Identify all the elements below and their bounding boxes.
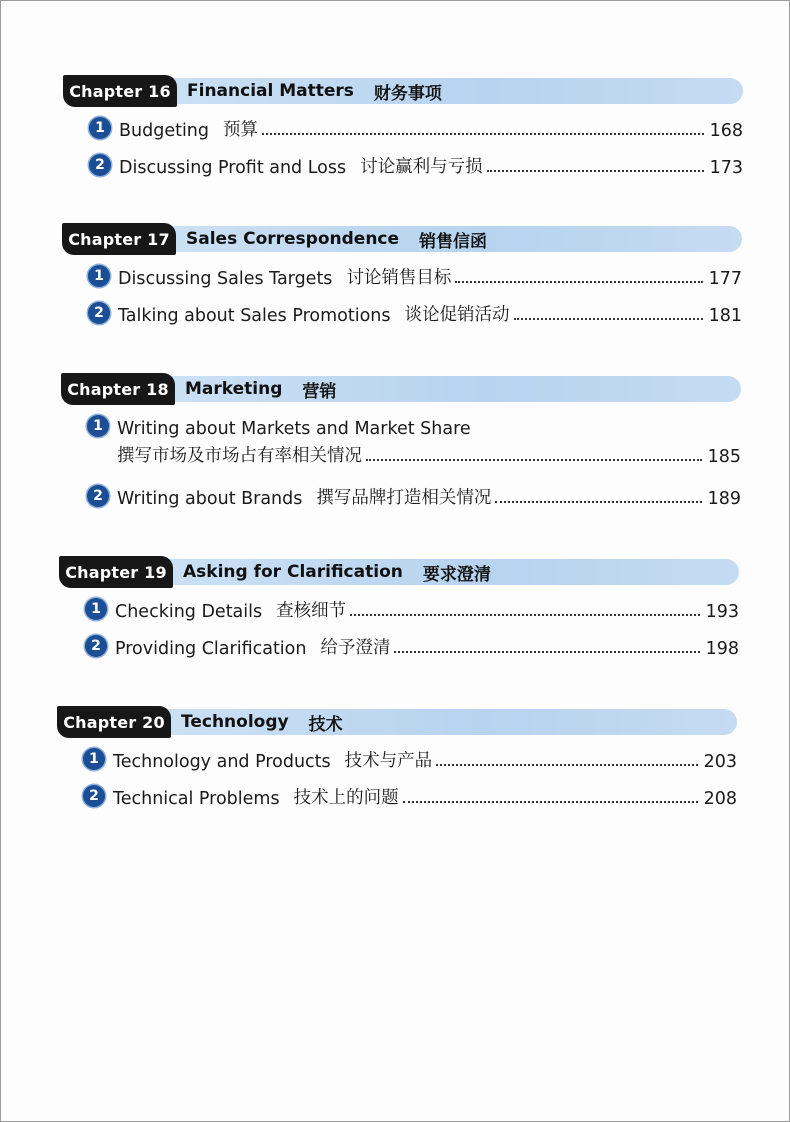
entry-page-number: 181 bbox=[708, 306, 742, 326]
number-badge-icon: 2 bbox=[83, 785, 105, 807]
toc-entry[interactable] bbox=[85, 596, 739, 633]
dot-leader bbox=[350, 614, 699, 616]
entry-line bbox=[115, 596, 739, 622]
chapter-label: Chapter 17 bbox=[62, 223, 176, 255]
number-badge-icon: 2 bbox=[89, 154, 111, 176]
chapter-title-en: Technology bbox=[181, 712, 289, 732]
chapter-title bbox=[183, 556, 491, 588]
toc-entry[interactable] bbox=[87, 483, 741, 520]
number-badge-icon: 1 bbox=[88, 265, 110, 287]
entry-line bbox=[118, 300, 742, 326]
number-badge-icon: 1 bbox=[83, 748, 105, 770]
dot-leader bbox=[394, 651, 699, 653]
chapter-header bbox=[57, 706, 737, 738]
entry-page-number: 177 bbox=[708, 269, 742, 289]
dot-leader bbox=[366, 459, 702, 461]
toc-entry[interactable] bbox=[83, 746, 737, 783]
number-badge-icon: 1 bbox=[85, 598, 107, 620]
entry-title-zh: 谈论促销活动 bbox=[404, 305, 510, 325]
chapter-title bbox=[181, 706, 343, 738]
chapter-header bbox=[59, 556, 739, 588]
entry-title-en: Discussing Profit and Loss bbox=[119, 158, 347, 178]
chapter-label: Chapter 16 bbox=[63, 75, 177, 107]
dot-leader bbox=[262, 133, 704, 135]
toc-entry[interactable] bbox=[85, 633, 739, 670]
chapter-items bbox=[62, 263, 742, 337]
toc-entry[interactable] bbox=[88, 300, 742, 337]
entry-line bbox=[113, 746, 737, 772]
chapter-title-zh: 要求澄清 bbox=[422, 564, 491, 585]
dot-leader bbox=[487, 170, 704, 172]
toc-entry[interactable] bbox=[89, 152, 743, 189]
entry-line bbox=[118, 263, 742, 289]
entry-page-number: 189 bbox=[707, 489, 741, 509]
dot-leader bbox=[436, 764, 697, 766]
entry-line bbox=[117, 483, 741, 509]
entry-title-en: Providing Clarification bbox=[115, 639, 307, 659]
number-badge-icon: 2 bbox=[85, 635, 107, 657]
entry-title-zh: 预算 bbox=[223, 120, 259, 140]
entry-page-number: 203 bbox=[703, 752, 737, 772]
entry-title-zh: 技术与产品 bbox=[344, 751, 433, 771]
toc-entry[interactable] bbox=[87, 413, 741, 483]
entry-title-zh: 撰写市场及市场占有率相关情况 bbox=[117, 446, 362, 466]
entry-title-en: Discussing Sales Targets bbox=[118, 269, 333, 289]
entry-title-en: Technical Problems bbox=[113, 789, 280, 809]
entry-page-number: 168 bbox=[709, 121, 743, 141]
chapter-title-zh: 销售信函 bbox=[419, 231, 488, 252]
toc-entry[interactable] bbox=[83, 783, 737, 820]
chapter-18 bbox=[61, 373, 741, 520]
entry-title-zh: 撰写品牌打造相关情况 bbox=[316, 488, 492, 508]
entry-title-zh: 讨论赢利与亏损 bbox=[360, 157, 483, 177]
entry-title-en: Checking Details bbox=[115, 602, 263, 622]
entry-title-zh: 查核细节 bbox=[276, 601, 347, 621]
chapter-label: Chapter 20 bbox=[57, 706, 171, 738]
chapter-items bbox=[63, 115, 743, 189]
chapter-items bbox=[57, 746, 737, 820]
chapter-items bbox=[61, 413, 741, 520]
chapter-title-zh: 技术 bbox=[308, 714, 343, 735]
chapter-title-en: Financial Matters bbox=[187, 81, 354, 101]
entry-title-en: Writing about Markets and Market Share bbox=[117, 419, 471, 439]
entry-line bbox=[115, 633, 739, 659]
entry-line bbox=[117, 413, 741, 439]
chapter-title bbox=[186, 223, 487, 255]
chapter-title-en: Asking for Clarification bbox=[183, 562, 403, 582]
dot-leader bbox=[514, 318, 703, 320]
chapter-header bbox=[62, 223, 742, 255]
entry-line bbox=[113, 783, 737, 809]
chapter-items bbox=[59, 596, 739, 670]
entry-page-number: 193 bbox=[705, 602, 739, 622]
entry-title-en: Talking about Sales Promotions bbox=[118, 306, 391, 326]
entry-page-number: 208 bbox=[703, 789, 737, 809]
chapter-label: Chapter 19 bbox=[59, 556, 173, 588]
dot-leader bbox=[403, 801, 698, 803]
entry-title-en: Writing about Brands bbox=[117, 489, 303, 509]
entry-page-number: 185 bbox=[707, 447, 741, 467]
number-badge-icon: 2 bbox=[87, 485, 109, 507]
entry-title-zh: 给予澄清 bbox=[320, 638, 391, 658]
entry-title-en: Technology and Products bbox=[113, 752, 331, 772]
chapter-17 bbox=[62, 223, 742, 337]
toc-entry[interactable] bbox=[88, 263, 742, 300]
entry-line-second bbox=[117, 441, 741, 467]
chapter-title-zh: 营销 bbox=[302, 381, 337, 402]
entry-title-en: Budgeting bbox=[119, 121, 210, 141]
number-badge-icon: 1 bbox=[87, 415, 109, 437]
chapter-title-en: Marketing bbox=[185, 379, 283, 399]
chapter-title-zh: 财务事项 bbox=[373, 83, 442, 104]
dot-leader bbox=[455, 281, 702, 283]
chapter-header bbox=[63, 75, 743, 107]
chapter-title bbox=[187, 75, 442, 107]
number-badge-icon: 1 bbox=[89, 117, 111, 139]
toc-entry[interactable] bbox=[89, 115, 743, 152]
chapter-title bbox=[185, 373, 336, 405]
chapter-label: Chapter 18 bbox=[61, 373, 175, 405]
chapter-header bbox=[61, 373, 741, 405]
chapter-20 bbox=[57, 706, 737, 820]
dot-leader bbox=[495, 501, 701, 503]
entry-title-zh: 讨论销售目标 bbox=[346, 268, 452, 288]
chapter-16 bbox=[63, 75, 743, 189]
entry-line bbox=[119, 152, 743, 178]
entry-line bbox=[119, 115, 743, 141]
entry-title-zh: 技术上的问题 bbox=[293, 788, 399, 808]
number-badge-icon: 2 bbox=[88, 302, 110, 324]
chapter-19 bbox=[59, 556, 739, 670]
entry-page-number: 173 bbox=[709, 158, 743, 178]
chapter-title-en: Sales Correspondence bbox=[186, 229, 400, 249]
entry-page-number: 198 bbox=[705, 639, 739, 659]
